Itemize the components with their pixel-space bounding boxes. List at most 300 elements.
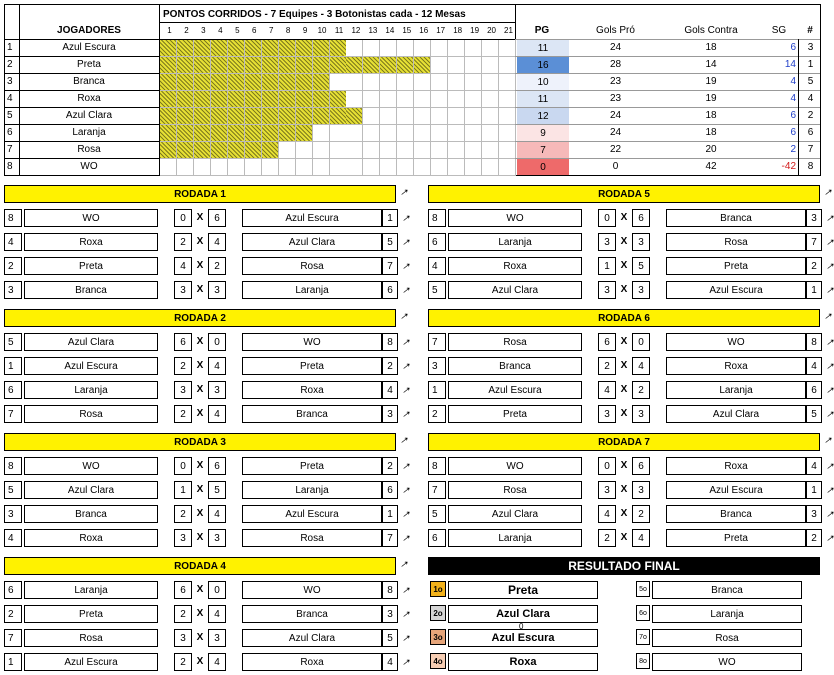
played-cell xyxy=(313,40,330,57)
away-score[interactable]: 0 xyxy=(208,333,226,351)
played-cell xyxy=(313,74,330,91)
away-team[interactable]: Branca xyxy=(666,209,806,227)
away-team[interactable]: Branca xyxy=(242,405,382,423)
home-team[interactable]: Rosa xyxy=(448,481,582,499)
away-seed: 6 xyxy=(382,281,398,299)
home-score[interactable]: 6 xyxy=(174,333,192,351)
empty-cell xyxy=(499,108,516,125)
played-cell xyxy=(194,125,211,142)
empty-cell xyxy=(499,40,516,57)
played-cell xyxy=(228,74,245,91)
played-cell xyxy=(363,57,380,74)
away-team[interactable]: Azul Escura xyxy=(666,281,806,299)
played-cell xyxy=(160,108,177,125)
empty-cell xyxy=(380,159,397,176)
home-team[interactable]: Laranja xyxy=(448,233,582,251)
final-team: WO xyxy=(652,653,802,671)
played-cell xyxy=(279,91,296,108)
home-team[interactable]: Azul Escura xyxy=(24,653,158,671)
away-seed: 3 xyxy=(806,209,822,227)
home-team[interactable]: Rosa xyxy=(24,629,158,647)
away-seed: 2 xyxy=(806,257,822,275)
away-score[interactable]: 4 xyxy=(208,233,226,251)
empty-cell xyxy=(363,91,380,108)
away-score[interactable]: 4 xyxy=(208,357,226,375)
played-cell xyxy=(211,40,228,57)
home-score[interactable]: 2 xyxy=(174,505,192,523)
submit-arrow-icon[interactable]: ↗ xyxy=(826,385,834,395)
home-team[interactable]: Roxa xyxy=(448,257,582,275)
away-team[interactable]: WO xyxy=(242,581,382,599)
away-team[interactable]: Rosa xyxy=(242,529,382,547)
submit-arrow-icon[interactable]: ↗ xyxy=(402,509,410,519)
played-cell xyxy=(228,57,245,74)
played-cell xyxy=(313,91,330,108)
empty-cell xyxy=(397,74,414,91)
rank-cell: 8 xyxy=(798,158,822,175)
empty-cell xyxy=(448,40,465,57)
empty-cell xyxy=(194,159,211,176)
home-team[interactable]: Azul Escura xyxy=(448,381,582,399)
away-team[interactable]: Rosa xyxy=(666,233,806,251)
submit-arrow-icon[interactable]: ↗ xyxy=(826,485,834,495)
empty-cell xyxy=(313,142,330,159)
away-score[interactable]: 3 xyxy=(632,481,650,499)
away-team[interactable]: Azul Escura xyxy=(666,481,806,499)
round-banner: RODADA 4 xyxy=(4,557,396,575)
home-team[interactable]: WO xyxy=(448,209,582,227)
home-seed: 7 xyxy=(4,405,22,423)
round-number: 16 xyxy=(419,26,429,35)
home-team[interactable]: Roxa xyxy=(24,529,158,547)
played-cell xyxy=(414,57,431,74)
row-number: 4 xyxy=(7,93,13,104)
home-team[interactable]: Branca xyxy=(24,505,158,523)
players-header: JOGADORES xyxy=(57,25,121,36)
rank-cell: 7 xyxy=(798,141,822,158)
team-name: Laranja xyxy=(72,127,106,138)
empty-cell xyxy=(482,108,499,125)
versus-mark: X xyxy=(620,236,628,247)
played-cell xyxy=(296,74,313,91)
row-number: 2 xyxy=(7,59,13,70)
empty-cell xyxy=(313,125,330,142)
away-score[interactable]: 4 xyxy=(632,529,650,547)
away-team[interactable]: Azul Clara xyxy=(242,629,382,647)
away-team[interactable]: Roxa xyxy=(666,457,806,475)
home-score[interactable]: 3 xyxy=(598,481,616,499)
goal-difference: 2 xyxy=(790,144,796,155)
away-score[interactable]: 3 xyxy=(208,529,226,547)
home-team[interactable]: Roxa xyxy=(24,233,158,251)
played-cell xyxy=(211,142,228,159)
submit-arrow-icon[interactable]: ↗ xyxy=(402,213,410,223)
versus-mark: X xyxy=(620,212,628,223)
submit-arrow-icon[interactable]: ↗ xyxy=(402,485,410,495)
versus-mark: X xyxy=(620,360,628,371)
played-cell xyxy=(262,91,279,108)
empty-cell xyxy=(448,108,465,125)
away-team[interactable]: Roxa xyxy=(242,653,382,671)
points-cell: 10 xyxy=(517,74,569,90)
team-name: Branca xyxy=(73,76,105,87)
goals-against: 18 xyxy=(705,42,717,53)
away-seed: 1 xyxy=(806,281,822,299)
home-score[interactable]: 2 xyxy=(598,357,616,375)
empty-cell xyxy=(465,108,482,125)
away-team[interactable]: Preta xyxy=(242,457,382,475)
rank-cell: 3 xyxy=(798,39,822,56)
home-team[interactable]: Preta xyxy=(24,605,158,623)
away-score[interactable]: 6 xyxy=(632,209,650,227)
submit-arrow-icon[interactable]: ↗ xyxy=(826,337,834,347)
round-number: 15 xyxy=(402,26,412,35)
played-cell xyxy=(177,40,194,57)
home-score[interactable]: 3 xyxy=(174,281,192,299)
tiebreak-mark: 0 xyxy=(519,622,524,631)
empty-cell xyxy=(363,40,380,57)
home-score[interactable]: 4 xyxy=(598,505,616,523)
played-cell xyxy=(313,108,330,125)
home-score[interactable]: 0 xyxy=(598,209,616,227)
away-score[interactable]: 3 xyxy=(208,281,226,299)
away-team[interactable]: Laranja xyxy=(242,481,382,499)
versus-mark: X xyxy=(620,532,628,543)
away-score[interactable]: 5 xyxy=(208,481,226,499)
away-score[interactable]: 4 xyxy=(632,357,650,375)
away-score[interactable]: 3 xyxy=(632,281,650,299)
home-score[interactable]: 3 xyxy=(598,233,616,251)
pg-header: PG xyxy=(534,25,550,36)
empty-cell xyxy=(296,142,313,159)
final-team: Laranja xyxy=(652,605,802,623)
home-seed: 3 xyxy=(428,357,446,375)
away-team[interactable]: Preta xyxy=(666,257,806,275)
home-team[interactable]: Preta xyxy=(24,257,158,275)
played-cell xyxy=(380,57,397,74)
submit-arrow-icon[interactable]: ↗ xyxy=(402,385,410,395)
round-number: 6 xyxy=(252,26,257,35)
away-score[interactable]: 2 xyxy=(632,381,650,399)
home-team[interactable]: Rosa xyxy=(24,405,158,423)
empty-cell xyxy=(346,142,363,159)
points-cell: 9 xyxy=(517,125,569,141)
home-score[interactable]: 3 xyxy=(174,529,192,547)
rank-cell: 1 xyxy=(798,56,822,73)
away-seed: 6 xyxy=(382,481,398,499)
team-name: Preta xyxy=(77,59,101,70)
home-team[interactable]: Laranja xyxy=(24,581,158,599)
empty-cell xyxy=(499,91,516,108)
submit-arrow-icon[interactable]: ↗ xyxy=(402,657,410,667)
away-team[interactable]: Azul Clara xyxy=(666,405,806,423)
submit-arrow-icon[interactable]: ↗ xyxy=(402,285,410,295)
submit-arrow-icon[interactable]: ↗ xyxy=(826,461,834,471)
round-arrow-icon: ↗ xyxy=(400,435,408,445)
played-cell xyxy=(296,91,313,108)
home-score[interactable]: 1 xyxy=(598,257,616,275)
away-team[interactable]: Preta xyxy=(242,357,382,375)
away-team[interactable]: Rosa xyxy=(242,257,382,275)
empty-cell xyxy=(397,142,414,159)
played-cell xyxy=(262,74,279,91)
home-score[interactable]: 6 xyxy=(598,333,616,351)
submit-arrow-icon[interactable]: ↗ xyxy=(402,609,410,619)
away-score[interactable]: 3 xyxy=(632,405,650,423)
goals-against: 19 xyxy=(705,93,717,104)
empty-cell xyxy=(296,159,313,176)
empty-cell xyxy=(448,159,465,176)
home-seed: 7 xyxy=(428,333,446,351)
versus-mark: X xyxy=(620,336,628,347)
away-team[interactable]: Laranja xyxy=(666,381,806,399)
round-number: 3 xyxy=(201,26,206,35)
away-team[interactable]: Preta xyxy=(666,529,806,547)
submit-arrow-icon[interactable]: ↗ xyxy=(826,285,834,295)
final-position-badge: 8o xyxy=(636,653,650,669)
points-cell: 0 xyxy=(517,159,569,175)
played-cell xyxy=(160,74,177,91)
home-score[interactable]: 3 xyxy=(598,281,616,299)
away-team[interactable]: Roxa xyxy=(242,381,382,399)
away-seed: 5 xyxy=(382,629,398,647)
submit-arrow-icon[interactable]: ↗ xyxy=(826,361,834,371)
away-seed: 7 xyxy=(806,233,822,251)
home-score[interactable]: 4 xyxy=(598,381,616,399)
away-team[interactable]: WO xyxy=(666,333,806,351)
home-score[interactable]: 6 xyxy=(174,581,192,599)
away-team[interactable]: Laranja xyxy=(242,281,382,299)
submit-arrow-icon[interactable]: ↗ xyxy=(402,261,410,271)
away-team[interactable]: Azul Escura xyxy=(242,209,382,227)
empty-cell xyxy=(380,108,397,125)
submit-arrow-icon[interactable]: ↗ xyxy=(402,533,410,543)
played-cell xyxy=(228,125,245,142)
home-score[interactable]: 3 xyxy=(174,629,192,647)
away-team[interactable]: Azul Clara xyxy=(242,233,382,251)
round-banner: RODADA 2 xyxy=(4,309,396,327)
empty-cell xyxy=(465,40,482,57)
home-score[interactable]: 2 xyxy=(174,233,192,251)
submit-arrow-icon[interactable]: ↗ xyxy=(826,213,834,223)
goals-against: 20 xyxy=(705,144,717,155)
submit-arrow-icon[interactable]: ↗ xyxy=(402,237,410,247)
home-team[interactable]: Preta xyxy=(448,405,582,423)
empty-cell xyxy=(431,159,448,176)
home-score[interactable]: 4 xyxy=(174,257,192,275)
round-arrow-icon: ↗ xyxy=(400,187,408,197)
home-team[interactable]: Azul Escura xyxy=(24,357,158,375)
home-score[interactable]: 1 xyxy=(174,481,192,499)
versus-mark: X xyxy=(196,408,204,419)
goals-for: 24 xyxy=(609,110,622,121)
team-name: Azul Clara xyxy=(65,110,113,121)
away-score[interactable]: 3 xyxy=(208,629,226,647)
row-number: 3 xyxy=(7,76,13,87)
empty-cell xyxy=(499,57,516,74)
away-score[interactable]: 2 xyxy=(632,505,650,523)
home-seed: 3 xyxy=(4,281,22,299)
submit-arrow-icon[interactable]: ↗ xyxy=(826,533,834,543)
submit-arrow-icon[interactable]: ↗ xyxy=(826,261,834,271)
away-score[interactable]: 4 xyxy=(208,653,226,671)
home-team[interactable]: Azul Clara xyxy=(24,333,158,351)
away-score[interactable]: 6 xyxy=(632,457,650,475)
away-score[interactable]: 6 xyxy=(208,457,226,475)
home-team[interactable]: Laranja xyxy=(448,529,582,547)
empty-cell xyxy=(346,159,363,176)
home-score[interactable]: 0 xyxy=(174,457,192,475)
empty-cell xyxy=(414,142,431,159)
home-team[interactable]: Rosa xyxy=(448,333,582,351)
home-score[interactable]: 2 xyxy=(174,605,192,623)
empty-cell xyxy=(262,159,279,176)
empty-cell xyxy=(330,142,347,159)
home-score[interactable]: 2 xyxy=(174,653,192,671)
away-score[interactable]: 4 xyxy=(208,605,226,623)
home-team[interactable]: WO xyxy=(24,457,158,475)
home-team[interactable]: WO xyxy=(448,457,582,475)
submit-arrow-icon[interactable]: ↗ xyxy=(826,237,834,247)
home-seed: 7 xyxy=(4,629,22,647)
empty-cell xyxy=(431,125,448,142)
home-score[interactable]: 2 xyxy=(174,357,192,375)
row-number: 8 xyxy=(7,161,13,172)
away-score[interactable]: 2 xyxy=(208,257,226,275)
away-seed: 2 xyxy=(806,529,822,547)
empty-cell xyxy=(279,142,296,159)
played-cell xyxy=(262,108,279,125)
versus-mark: X xyxy=(196,284,204,295)
away-score[interactable]: 4 xyxy=(208,505,226,523)
empty-cell xyxy=(346,91,363,108)
home-team[interactable]: WO xyxy=(24,209,158,227)
final-team: Roxa xyxy=(448,653,598,671)
round-number: 1 xyxy=(167,26,172,35)
away-team[interactable]: WO xyxy=(242,333,382,351)
away-score[interactable]: 3 xyxy=(208,381,226,399)
submit-arrow-icon[interactable]: ↗ xyxy=(402,337,410,347)
played-cell xyxy=(279,125,296,142)
played-cell xyxy=(194,142,211,159)
empty-cell xyxy=(330,159,347,176)
home-team[interactable]: Branca xyxy=(24,281,158,299)
home-score[interactable]: 2 xyxy=(598,529,616,547)
submit-arrow-icon[interactable]: ↗ xyxy=(402,585,410,595)
empty-cell xyxy=(431,142,448,159)
submit-arrow-icon[interactable]: ↗ xyxy=(402,461,410,471)
submit-arrow-icon[interactable]: ↗ xyxy=(826,409,834,419)
played-cell xyxy=(296,125,313,142)
away-score[interactable]: 0 xyxy=(208,581,226,599)
home-score[interactable]: 3 xyxy=(174,381,192,399)
played-cell xyxy=(228,91,245,108)
away-score[interactable]: 5 xyxy=(632,257,650,275)
round-arrow-icon: ↗ xyxy=(824,311,832,321)
away-team[interactable]: Branca xyxy=(666,505,806,523)
played-cell xyxy=(194,40,211,57)
played-cell xyxy=(211,74,228,91)
played-cell xyxy=(262,125,279,142)
home-seed: 4 xyxy=(4,529,22,547)
away-seed: 7 xyxy=(382,257,398,275)
round-number: 20 xyxy=(487,26,496,35)
empty-cell xyxy=(330,125,347,142)
away-team[interactable]: Branca xyxy=(242,605,382,623)
home-seed: 6 xyxy=(428,233,446,251)
played-cell xyxy=(211,91,228,108)
empty-cell xyxy=(431,57,448,74)
empty-cell xyxy=(363,74,380,91)
round-number: 19 xyxy=(470,26,480,35)
played-cell xyxy=(346,108,363,125)
home-score[interactable]: 0 xyxy=(598,457,616,475)
away-seed: 1 xyxy=(806,481,822,499)
away-seed: 3 xyxy=(382,405,398,423)
row-number: 5 xyxy=(7,110,13,121)
empty-cell xyxy=(465,91,482,108)
round-arrow-icon: ↗ xyxy=(400,559,408,569)
home-score[interactable]: 0 xyxy=(174,209,192,227)
round-number: 14 xyxy=(385,26,395,35)
home-team[interactable]: Azul Clara xyxy=(448,281,582,299)
submit-arrow-icon[interactable]: ↗ xyxy=(826,509,834,519)
away-team[interactable]: Azul Escura xyxy=(242,505,382,523)
round-number: 10 xyxy=(317,26,327,35)
goals-against: 19 xyxy=(705,76,717,87)
played-cell xyxy=(177,74,194,91)
away-team[interactable]: Roxa xyxy=(666,357,806,375)
versus-mark: X xyxy=(196,336,204,347)
team-name: WO xyxy=(80,161,98,172)
away-seed: 2 xyxy=(382,357,398,375)
sg-header: SG xyxy=(771,25,787,36)
empty-cell xyxy=(448,74,465,91)
versus-mark: X xyxy=(620,284,628,295)
submit-arrow-icon[interactable]: ↗ xyxy=(402,633,410,643)
round-banner: RODADA 5 xyxy=(428,185,820,203)
away-score[interactable]: 3 xyxy=(632,233,650,251)
submit-arrow-icon[interactable]: ↗ xyxy=(402,361,410,371)
home-score[interactable]: 2 xyxy=(174,405,192,423)
home-score[interactable]: 3 xyxy=(598,405,616,423)
versus-mark: X xyxy=(196,360,204,371)
empty-cell xyxy=(414,108,431,125)
played-cell xyxy=(245,142,262,159)
empty-cell xyxy=(482,142,499,159)
played-cell xyxy=(245,125,262,142)
empty-cell xyxy=(397,91,414,108)
home-team[interactable]: Laranja xyxy=(24,381,158,399)
played-cell xyxy=(330,57,347,74)
away-score[interactable]: 0 xyxy=(632,333,650,351)
away-seed: 1 xyxy=(382,209,398,227)
away-score[interactable]: 6 xyxy=(208,209,226,227)
home-seed: 1 xyxy=(428,381,446,399)
home-team[interactable]: Azul Clara xyxy=(448,505,582,523)
empty-cell xyxy=(465,57,482,74)
empty-cell xyxy=(482,57,499,74)
home-seed: 7 xyxy=(428,481,446,499)
home-team[interactable]: Azul Clara xyxy=(24,481,158,499)
empty-cell xyxy=(346,40,363,57)
away-score[interactable]: 4 xyxy=(208,405,226,423)
home-team[interactable]: Branca xyxy=(448,357,582,375)
final-team: Rosa xyxy=(652,629,802,647)
played-cell xyxy=(211,57,228,74)
points-cell: 11 xyxy=(517,91,569,107)
submit-arrow-icon[interactable]: ↗ xyxy=(402,409,410,419)
